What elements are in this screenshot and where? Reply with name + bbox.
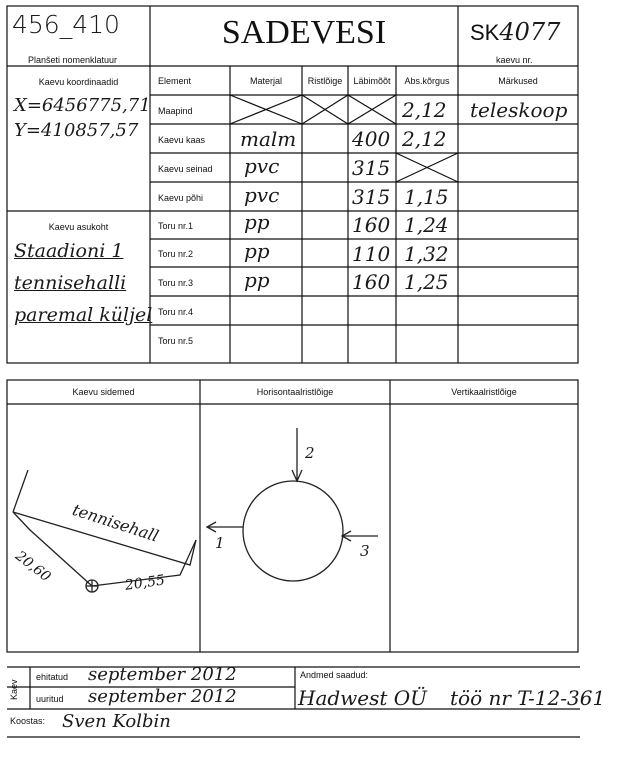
cell-notes: teleskoop [470, 98, 568, 122]
row-label: Toru nr.3 [158, 278, 194, 288]
cell-diameter: 160 [352, 270, 391, 294]
cell-material: pp [244, 239, 270, 263]
coordinate-y: Y=410857,57 [14, 120, 139, 141]
surveyed-label: uuritud [36, 694, 64, 704]
distance-1: 20,60 [12, 548, 54, 586]
cell-material: malm [240, 127, 297, 151]
footer-side-label: Kaev [9, 679, 19, 700]
distance-2: 20,55 [124, 572, 166, 594]
nomenclature-value: 456_410 [12, 10, 120, 39]
location-line-2: tennisehalli [14, 272, 127, 294]
location-line-3: paremal küljel [14, 304, 153, 326]
connections-label: Kaevu sidemed [72, 387, 135, 397]
row-label: Toru nr.1 [158, 221, 194, 231]
row-label: Toru nr.5 [158, 336, 194, 346]
cell-abs-height: 1,32 [404, 242, 449, 266]
cell-material: pp [244, 210, 270, 234]
pipe-label-2: 2 [305, 444, 315, 462]
built-label: ehitatud [36, 672, 69, 682]
cell-diameter: 315 [352, 156, 391, 180]
cell-material: pvc [244, 154, 280, 178]
row-label: Maapind [158, 106, 193, 116]
cell-diameter: 315 [352, 185, 391, 209]
col-header-abs-height: Abs.kõrgus [404, 76, 450, 86]
document-title: SADEVESI [221, 14, 387, 51]
well-id [470, 18, 560, 46]
surveyed-value: september 2012 [88, 686, 237, 707]
row-label: Kaevu seinad [158, 164, 213, 174]
well-id-value: 4077 [499, 18, 561, 46]
vertical-section-label: Vertikaalristlõige [451, 387, 517, 397]
building-label: tennisehall [70, 500, 162, 546]
cell-material: pvc [244, 183, 280, 207]
coordinate-x: X=6456775,71 [14, 95, 151, 116]
cell-abs-height: 1,25 [404, 270, 449, 294]
cell-abs-height: 2,12 [402, 98, 447, 122]
horizontal-section-label: Horisontaalristlõige [256, 387, 334, 397]
row-label: Toru nr.4 [158, 307, 194, 317]
nomenclature-label: Planšeti nomenklatuur [28, 55, 118, 65]
well-id-prefix: SK [470, 20, 500, 45]
pipe-label-1: 1 [215, 534, 225, 552]
data-from-label: Andmed saadud: [300, 670, 369, 680]
coordinates-label: Kaevu koordinaadid [38, 77, 119, 87]
cell-abs-height: 2,12 [402, 127, 447, 151]
col-header-material: Materjal [249, 76, 282, 86]
author-label: Koostas: [10, 716, 46, 726]
work-number: töö nr T-12-361 [450, 686, 606, 710]
col-header-diameter: Läbimõõt [353, 76, 391, 86]
location-line-1: Staadioni 1 [14, 240, 124, 262]
row-label: Kaevu põhi [158, 193, 204, 203]
well-number-label: kaevu nr. [496, 55, 533, 65]
cell-abs-height: 1,15 [404, 185, 449, 209]
pipe-label-3: 3 [360, 542, 370, 560]
col-header-cross-section: Ristlõige [307, 76, 343, 86]
cell-diameter: 160 [352, 213, 391, 237]
cell-abs-height: 1,24 [404, 213, 449, 237]
cell-diameter: 400 [352, 127, 391, 151]
row-label: Kaevu kaas [158, 135, 206, 145]
location-label: Kaevu asukoht [48, 222, 109, 232]
cell-diameter: 110 [352, 242, 391, 266]
col-header-notes: Märkused [498, 76, 538, 86]
author-value: Sven Kolbin [62, 711, 171, 732]
built-value: september 2012 [88, 664, 237, 685]
cell-material: pp [244, 268, 270, 292]
data-from-value: Hadwest OÜ [298, 686, 428, 710]
col-header-element: Element [158, 76, 192, 86]
row-label: Toru nr.2 [158, 249, 194, 259]
